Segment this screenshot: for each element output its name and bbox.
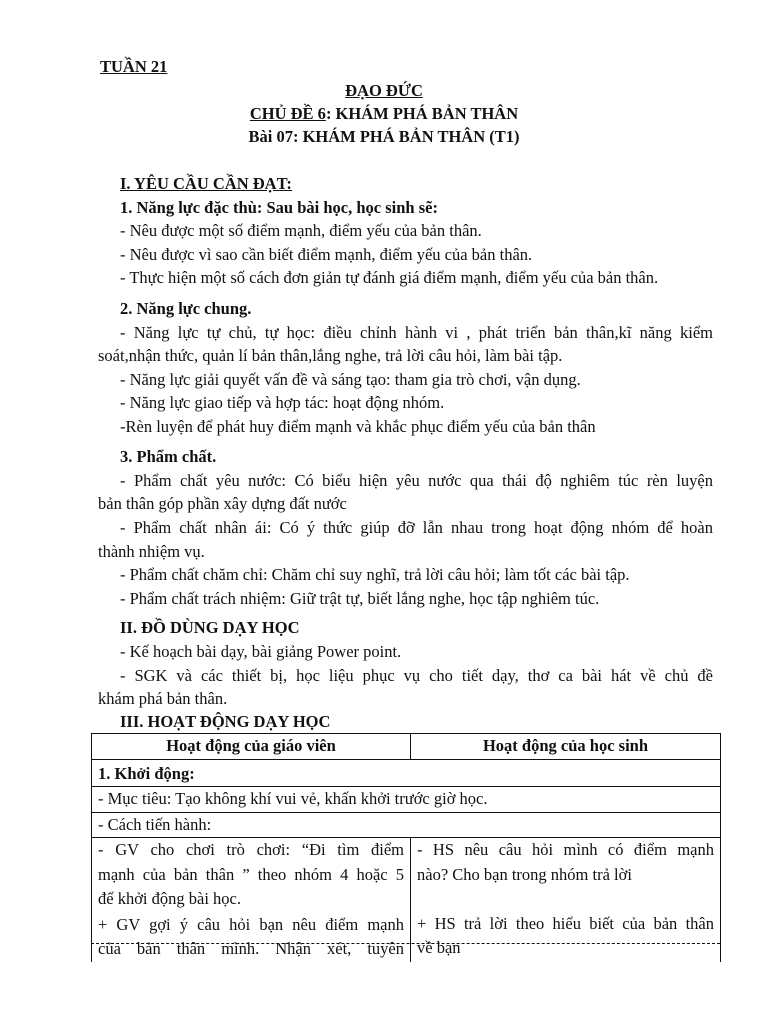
topic-prefix: CHỦ ĐỀ 6 xyxy=(249,104,326,123)
warmup-procedure: - Cách tiến hành: xyxy=(98,814,212,834)
teacher-line: mạnh của bản thân ” theo nhóm 4 hoặc 5 xyxy=(98,864,404,884)
warmup-objective-cell xyxy=(92,787,721,813)
lesson-title: Bài 07: KHÁM PHÁ BẢN THÂN (T1) xyxy=(248,127,520,146)
table-row xyxy=(92,787,721,813)
sub1-item: - Thực hiện một số cách đơn giản tự đánh giá điểm mạnh, điểm yếu của bản thân. xyxy=(120,268,659,287)
column-header-student: Hoạt động của học sinh xyxy=(411,734,721,760)
week-label: TUẦN 21 xyxy=(100,57,168,76)
subject-title: ĐẠO ĐỨC xyxy=(345,81,423,100)
sub3-item: - Phẩm chất chăm chỉ: Chăm chỉ suy nghĩ, trả lời câu hỏi; làm tốt các bài tập. xyxy=(120,565,630,584)
topic-title xyxy=(0,102,768,126)
sub3-item-line: - Phẩm chất yêu nước: Có biểu hiện yêu nước qua thái độ nghiêm túc rèn luyện xyxy=(120,471,713,490)
page-break-dashed-line xyxy=(91,943,720,944)
warmup-procedure-cell xyxy=(92,812,721,838)
table-row xyxy=(92,759,721,787)
sub3-heading: 3. Phẩm chất. xyxy=(120,447,217,466)
warmup-objective: - Mục tiêu: Tạo không khí vui vẻ, khấn khởi trước giờ học. xyxy=(98,789,488,808)
warmup-title: 1. Khởi động: xyxy=(98,763,195,783)
section2-item-line: khám phá bản thân. xyxy=(98,689,228,708)
section2-item: - Kế hoạch bài dạy, bài giảng Power point. xyxy=(120,642,402,661)
warmup-section-cell xyxy=(92,759,721,787)
student-line: + HS trả lời theo hiểu biết của bản thân xyxy=(417,913,714,933)
student-line: về bạn xyxy=(417,938,461,957)
sub1-item: - Nêu được vì sao cần biết điểm mạnh, điểm yếu của bản thân. xyxy=(120,245,533,264)
sub2-item: - Năng lực giao tiếp và hợp tác: hoạt động nhóm. xyxy=(120,393,445,412)
section1-heading: I. YÊU CẦU CẦN ĐẠT: xyxy=(120,174,292,193)
sub2-item: - Năng lực giải quyết vấn đề và sáng tạo: tham gia trò chơi, vận dụng. xyxy=(120,370,581,389)
table-header-row xyxy=(92,734,721,760)
column-header-teacher: Hoạt động của giáo viên xyxy=(92,734,411,760)
section3-heading: III. HOẠT ĐỘNG DẠY HỌC xyxy=(120,712,331,731)
sub1-item: - Nêu được một số điểm mạnh, điểm yếu của bản thân. xyxy=(120,221,482,240)
teacher-line: để khởi động bài học. xyxy=(98,889,241,908)
section2-item-line: - SGK và các thiết bị, học liệu phục vụ cho tiết dạy, thơ ca bài hát về chủ đề xyxy=(120,666,713,685)
sub3-item-line: bản thân góp phần xây dựng đất nước xyxy=(98,494,347,513)
sub3-item: - Phẩm chất trách nhiệm: Giữ trật tự, biết lắng nghe, học tập nghiêm túc. xyxy=(120,589,600,608)
activity-table xyxy=(91,733,721,962)
sub1-heading: 1. Năng lực đặc thù: Sau bài học, học sinh sẽ: xyxy=(120,198,438,217)
sub2-item-line: soát,nhận thức, quản lí bản thân,lắng nghe, trả lời câu hỏi, làm bài tập. xyxy=(98,346,563,365)
student-line: nào? Cho bạn trong nhóm trả lời xyxy=(417,864,632,884)
sub2-heading: 2. Năng lực chung. xyxy=(120,299,252,318)
teacher-line: + GV gợi ý câu hỏi bạn nêu điểm mạnh xyxy=(98,914,404,934)
teacher-line: - GV cho chơi trò chơi: “Đi tìm điểm xyxy=(98,840,404,859)
sub2-item: -Rèn luyện để phát huy điểm mạnh và khắc phục điểm yếu của bản thân xyxy=(120,417,596,436)
sub2-item-line: - Năng lực tự chủ, tự học: điều chỉnh hành vi , phát triển bản thân,kĩ năng kiểm xyxy=(120,323,713,342)
teacher-line: của bản thân mình. Nhận xét, tuyên xyxy=(98,939,404,958)
sub3-item-line: - Phẩm chất nhân ái: Có ý thức giúp đỡ lẫn nhau trong hoạt động nhóm để hoàn xyxy=(120,518,713,537)
table-row xyxy=(92,812,721,838)
sub3-item-line: thành nhiệm vụ. xyxy=(98,542,205,561)
student-line-blank xyxy=(417,887,714,912)
section2-heading: II. ĐỒ DÙNG DẠY HỌC xyxy=(120,618,300,637)
topic-suffix: : KHÁM PHÁ BẢN THÂN xyxy=(325,104,519,123)
student-line: - HS nêu câu hỏi mình có điểm mạnh xyxy=(417,840,714,859)
